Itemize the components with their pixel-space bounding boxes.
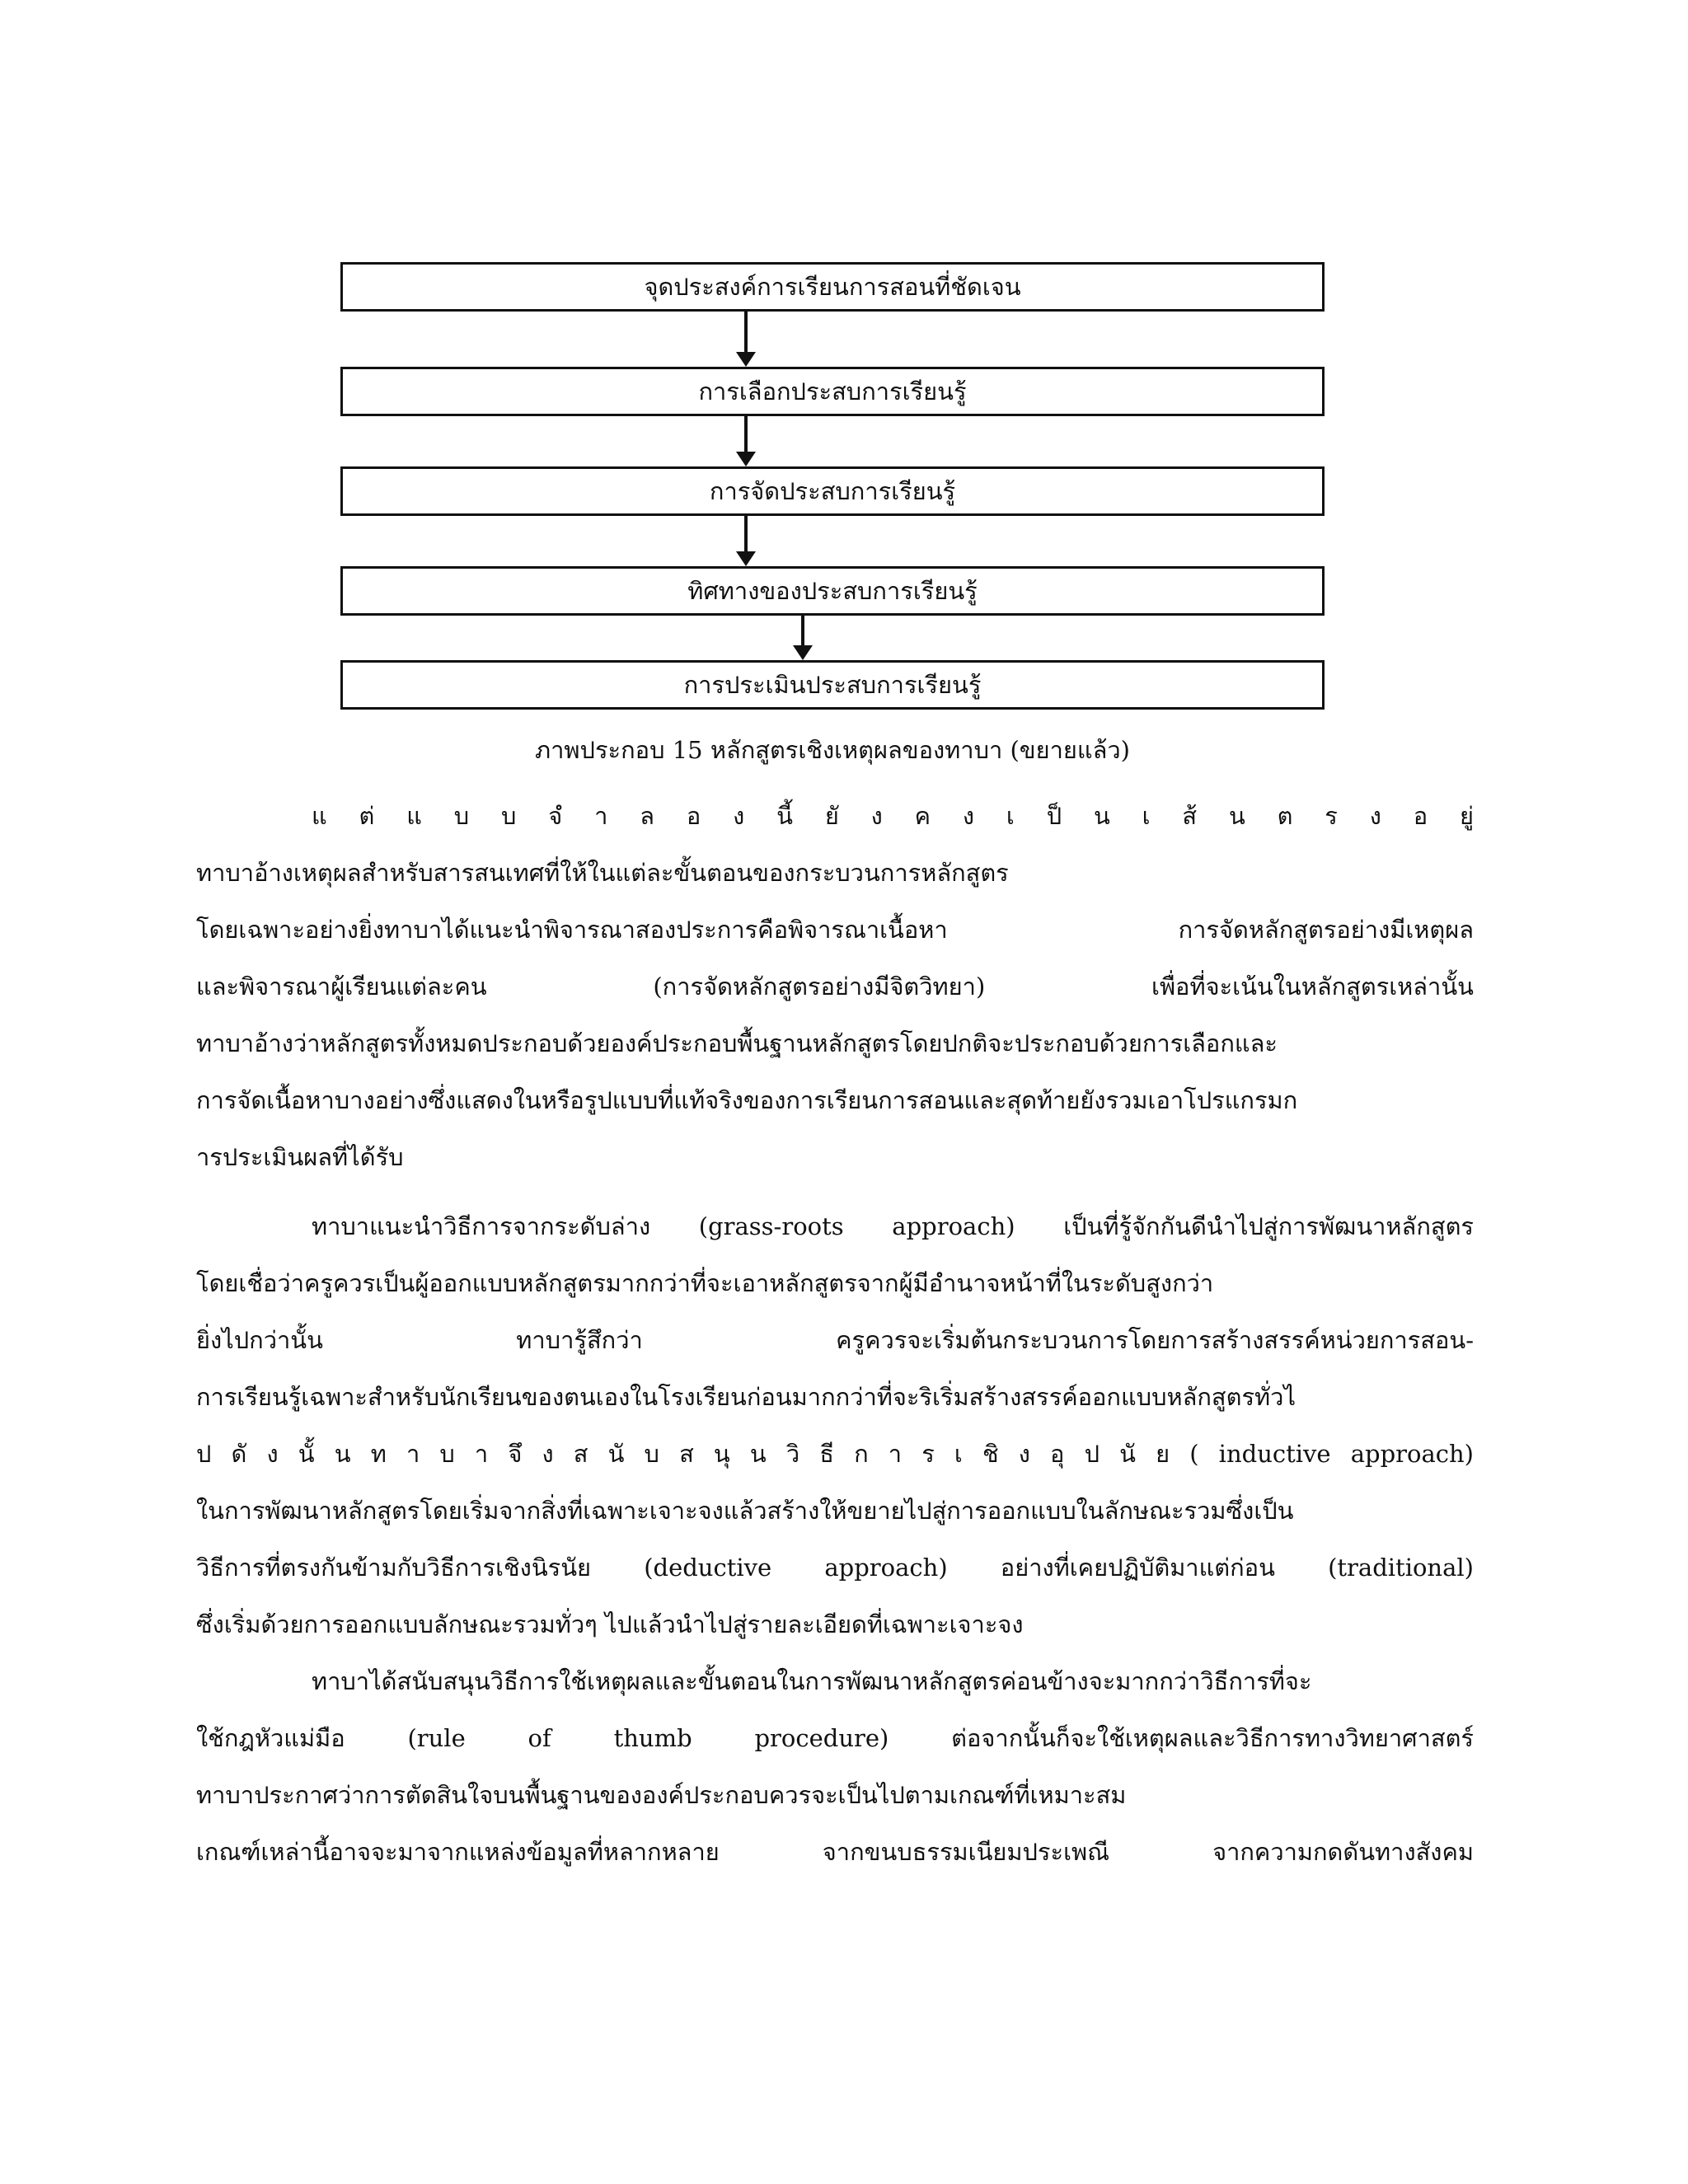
text-line: ทาบาแนะนําวิธีการจากระดับล่าง (grass-roots approach) เป็นที่รู้จักกันดีนําไปสู่การพัฒนาหลักสูตร (312, 1212, 1474, 1240)
flow-box-label: การเลือกประสบการเรียนรู้ (698, 377, 967, 405)
text-line: โดยเฉพาะอย่างยิ่งทาบาได้แนะนําพิจารณาสองประการคือพิจารณาเนื้อหา การจัดหลักสูตรอย่างมีเหตุผล (196, 916, 1474, 944)
text-line: ารประเมินผลที่ได้รับ (196, 1143, 404, 1171)
down-arrow-icon (736, 516, 756, 566)
text-line: แ ต่ แ บ บ จํ า ล อ ง นี้ ยั ง ค ง เ ป็ น เ ส้ น ต ร ง อ ยู่ (312, 802, 1474, 830)
flow-box-evaluation (340, 660, 1325, 710)
text-line: ในการพัฒนาหลักสูตรโดยเริ่มจากสิ่งที่เฉพาะเจาะจงแล้วสร้างให้ขยายไปสู่การออกแบบในลักษณะรวมซึ่งเป็น (196, 1497, 1294, 1525)
text-line: วิธีการที่ตรงกันข้ามกับวิธีการเชิงนิรนัย (deductive approach) อย่างที่เคยปฏิบัติมาแต่ก่อน (traditional) (196, 1554, 1474, 1582)
text-line: ทาบาได้สนับสนุนวิธีการใช้เหตุผลและขั้นตอนในการพัฒนาหลักสูตรค่อนข้างจะมากกว่าวิธีการที่จะ (312, 1667, 1312, 1695)
figure-caption: ภาพประกอบ 15 หลักสูตรเชิงเหตุผลของทาบา (ขยายแล้ว) (535, 736, 1130, 764)
text-line: ทาบาอ้างเหตุผลสําหรับสารสนเทศที่ให้ในแต่ละขั้นตอนของกระบวนการหลักสูตร (196, 859, 1009, 887)
flow-box-label: การจัดประสบการเรียนรู้ (709, 476, 956, 505)
text-line: ยิ่งไปกว่านั้น ทาบารู้สึกว่า ครูควรจะเริ่มต้นกระบวนการโดยการสร้างสรรค์หน่วยการสอน- (196, 1326, 1474, 1354)
flow-box-label: ทิศทางของประสบการเรียนรู้ (687, 576, 978, 605)
flow-box-selection (340, 367, 1325, 416)
flow-box-label: จุดประสงค์การเรียนการสอนที่ชัดเจน (644, 272, 1021, 301)
text-line: ทาบาอ้างว่าหลักสูตรทั้งหมดประกอบด้วยองค์ประกอบพื้นฐานหลักสูตรโดยปกติจะประกอบด้วยการเลือกและ (196, 1029, 1278, 1057)
flow-box-organization (340, 466, 1325, 516)
text-line: ซึ่งเริ่มด้วยการออกแบบลักษณะรวมทั่วๆ ไปแล้วนําไปสู่รายละเอียดที่เฉพาะเจาะจง (196, 1610, 1024, 1638)
text-line: การจัดเนื้อหาบางอย่างซึ่งแสดงในหรือรูปแบบที่แท้จริงของการเรียนการสอนและสุดท้ายยังรวมเอาโปรแกรมก (196, 1086, 1298, 1114)
flow-box-label: การประเมินประสบการเรียนรู้ (683, 670, 982, 699)
text-line: ป ดั ง นั้ น ท า บ า จึ ง ส นั บ ส นุ น วิ ธี ก า ร เ ชิ ง อุ ป นั ย ( inductive approach) (196, 1440, 1474, 1468)
down-arrow-icon (793, 616, 813, 660)
text-line: เกณฑ์เหล่านี้อาจจะมาจากแหล่งข้อมูลที่หลากหลาย จากขนบธรรมเนียมประเพณี จากความกดดันทางสังคม (196, 1838, 1474, 1866)
text-line: และพิจารณาผู้เรียนแต่ละคน (การจัดหลักสูตรอย่างมีจิตวิทยา) เพื่อที่จะเน้นในหลักสูตรเหล่านั้น (196, 972, 1474, 1001)
down-arrow-icon (736, 312, 756, 367)
flow-box-direction (340, 566, 1325, 616)
text-line: การเรียนรู้เฉพาะสําหรับนักเรียนของตนเองในโรงเรียนก่อนมากกว่าที่จะริเริ่มสร้างสรรค์ออกแบบหลักสูตรทั่วไ (196, 1383, 1296, 1411)
text-line: ใช้กฎหัวแม่มือ (rule of thumb procedure) ต่อจากนั้นก็จะใช้เหตุผลและวิธีการทางวิทยาศาสตร์ (196, 1724, 1474, 1752)
text-line: ทาบาประกาศว่าการตัดสินใจบนพื้นฐานขององค์ประกอบควรจะเป็นไปตามเกณฑ์ที่เหมาะสม (196, 1781, 1127, 1809)
flow-box-objectives (340, 262, 1325, 312)
text-line: โดยเชื่อว่าครูควรเป็นผู้ออกแบบหลักสูตรมากกว่าที่จะเอาหลักสูตรจากผู้มีอํานาจหน้าที่ในระดับสูงกว่า (196, 1269, 1214, 1297)
down-arrow-icon (736, 416, 756, 466)
